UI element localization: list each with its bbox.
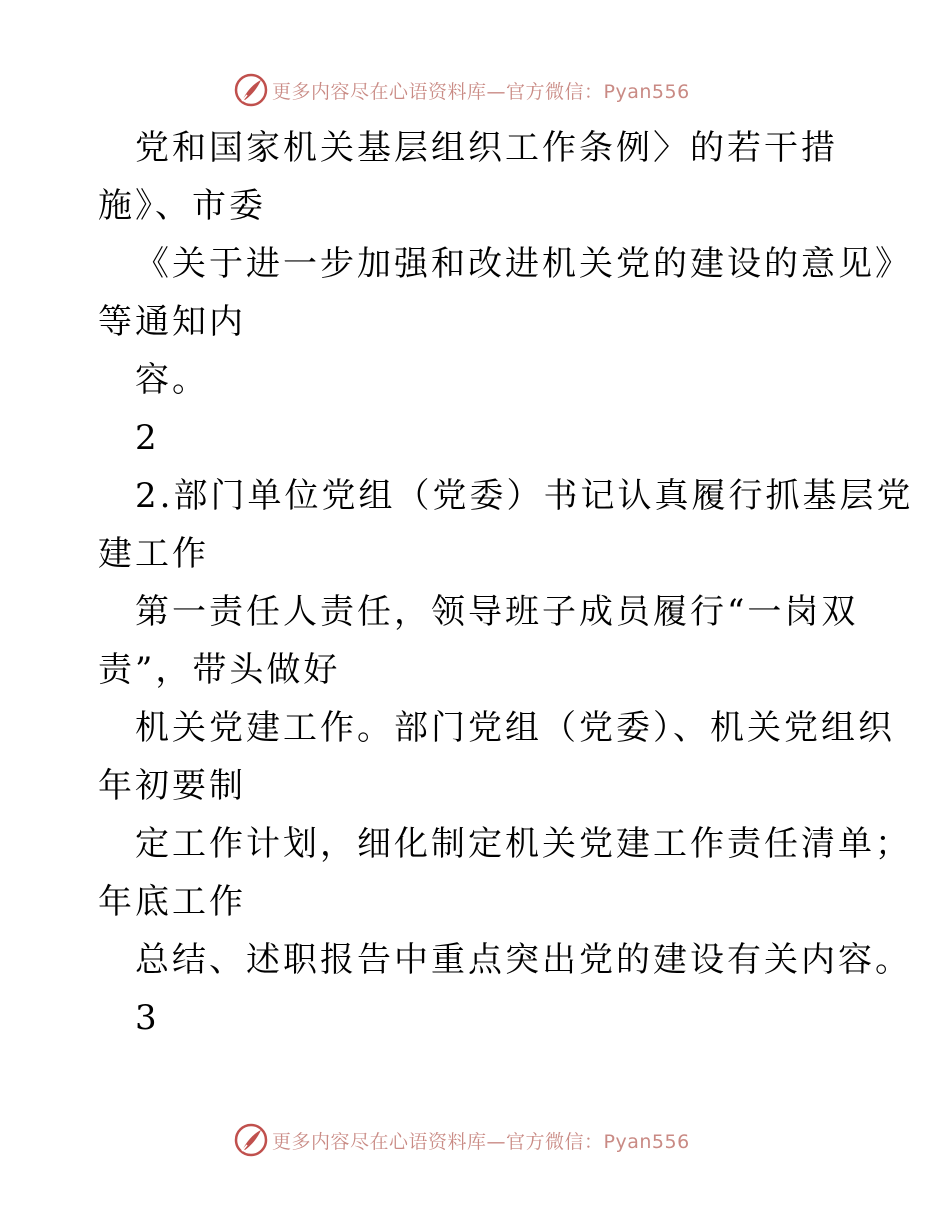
text-line: 年底工作 [98,882,246,922]
watermark-text: 更多内容尽在心语资料库—官方微信：Pyan556 [272,80,690,103]
text-line: 责”，带头做好 [98,650,341,690]
text-line: 《关于进一步加强和改进机关党的建设的意见》 [135,244,912,284]
header-watermark [234,72,690,108]
footer-watermark [234,1122,690,1158]
watermark-text: 更多内容尽在心语资料库—官方微信：Pyan556 [272,1130,690,1153]
text-line: 定工作计划，细化制定机关党建工作责任清单； [135,824,912,864]
feather-pen-logo-icon [234,1123,268,1157]
text-line: 等通知内 [98,302,246,342]
text-line: 3 [135,998,160,1038]
text-line: 党和国家机关基层组织工作条例〉的若干措 [135,128,838,168]
text-line: 容。 [135,360,209,400]
feather-pen-logo-icon [234,73,268,107]
text-line: 总结、述职报告中重点突出党的建设有关内容。 [135,940,912,980]
text-line: 2.部门单位党组（党委）书记认真履行抓基层党 [135,476,914,516]
text-line: 建工作 [98,534,209,574]
text-line: 第一责任人责任，领导班子成员履行“一岗双 [135,592,859,632]
text-line: 2 [135,418,160,458]
text-line: 施》、市委 [98,186,266,226]
text-line: 机关党建工作。部门党组（党委）、机关党组织 [135,708,895,748]
text-line: 年初要制 [98,766,246,806]
